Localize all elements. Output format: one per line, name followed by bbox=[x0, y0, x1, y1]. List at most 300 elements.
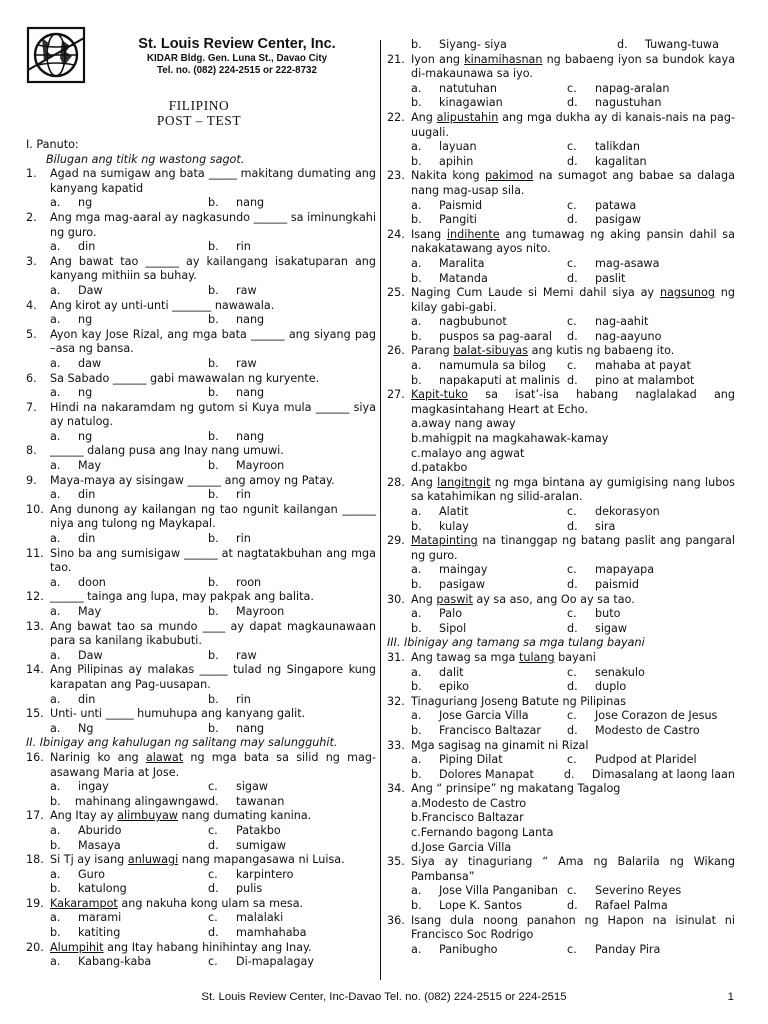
answer-option bbox=[208, 284, 257, 299]
option-letter: a. bbox=[411, 884, 422, 898]
options-row bbox=[387, 272, 735, 287]
question-text: Sino ba ang sumisigaw ______ at nagtatakbuhan ang mga tao. bbox=[50, 546, 376, 575]
option-text: Panday Pira bbox=[595, 942, 661, 956]
options-row bbox=[387, 140, 735, 155]
question-text: Ang Pilipinas ay malakas _____ tulad ng Singapore kung karapatan ang Pag-uusapan. bbox=[50, 663, 376, 691]
option-text: roon bbox=[236, 575, 262, 589]
option-letter: a. bbox=[50, 867, 61, 881]
answer-option bbox=[50, 386, 208, 401]
question-number: 7. bbox=[26, 400, 37, 414]
options-row bbox=[387, 709, 735, 724]
answer-option bbox=[567, 199, 636, 214]
question-stem-row bbox=[387, 782, 735, 797]
option-text: paslit bbox=[595, 271, 626, 285]
underlined-term: pakimod bbox=[484, 169, 534, 183]
option-text: nang bbox=[236, 721, 265, 735]
option-letter: c. bbox=[567, 359, 577, 373]
options-row bbox=[387, 257, 735, 272]
option-text: napag-aralan bbox=[595, 81, 670, 95]
question-stem-row bbox=[387, 53, 735, 82]
option-text: sigaw bbox=[236, 780, 269, 794]
option-text: Patakbo bbox=[236, 823, 281, 837]
option-letter: d. bbox=[567, 899, 578, 913]
question-text: Hindi na nakaramdam ng gutom si Kuya mula ______ siya ay natulog. bbox=[50, 400, 376, 429]
option-text: paismid bbox=[595, 577, 640, 591]
answer-option bbox=[208, 839, 286, 854]
answer-option bbox=[411, 724, 567, 739]
answer-option bbox=[208, 430, 264, 445]
option-text: tawanan bbox=[236, 794, 285, 808]
option-letter: b. bbox=[208, 196, 219, 210]
option-text: Palo bbox=[439, 607, 463, 621]
underlined-term: indihente bbox=[446, 227, 500, 241]
option-letter: c. bbox=[208, 823, 218, 837]
option-letter: c. bbox=[567, 198, 577, 212]
options-row bbox=[387, 622, 735, 637]
question-text: Ang “ prinsipe” ng makatang Tagalog bbox=[411, 782, 621, 796]
option-text: sira bbox=[595, 519, 616, 533]
answer-option bbox=[411, 811, 735, 826]
options-row bbox=[26, 240, 376, 255]
option-letter: b. bbox=[208, 692, 219, 706]
options-row bbox=[26, 649, 376, 664]
answer-option bbox=[411, 432, 735, 447]
question-item bbox=[387, 534, 735, 592]
option-letter: a. bbox=[50, 386, 61, 400]
question-stem-row bbox=[26, 809, 376, 824]
options-row bbox=[26, 576, 376, 591]
question-text: Nakita kong pakimod na sumagot ang babae sa dalaga nang mag-usap sila. bbox=[411, 169, 735, 197]
question-stem-row bbox=[387, 111, 735, 140]
option-text: nang bbox=[236, 429, 265, 443]
answer-option bbox=[567, 724, 700, 739]
question-number: 1. bbox=[26, 167, 37, 181]
question-number: 29. bbox=[387, 534, 405, 548]
option-text: ng bbox=[78, 429, 93, 443]
option-letter: a. bbox=[50, 911, 61, 925]
answer-option bbox=[208, 955, 314, 970]
option-text: Daw bbox=[78, 648, 103, 662]
option-letter: a. bbox=[50, 648, 61, 662]
option-text: senakulo bbox=[595, 665, 645, 679]
answer-option bbox=[208, 605, 284, 620]
option-letter: a. bbox=[411, 563, 422, 577]
answer-option bbox=[567, 140, 640, 155]
option-letter: a. bbox=[411, 417, 422, 431]
question-stem-row bbox=[26, 401, 376, 430]
question-stem-row bbox=[387, 593, 735, 608]
answer-option bbox=[567, 563, 654, 578]
option-text: nagustuhan bbox=[595, 96, 662, 110]
question-stem-row bbox=[26, 590, 376, 605]
options-row bbox=[26, 693, 376, 708]
option-letter: b. bbox=[411, 96, 422, 110]
question-stem-row bbox=[26, 853, 376, 868]
question-number: 34. bbox=[387, 782, 405, 796]
answer-option bbox=[411, 578, 567, 593]
option-letter: a. bbox=[50, 356, 61, 370]
answer-option bbox=[411, 330, 567, 345]
question-stem-row bbox=[26, 620, 376, 649]
question-text: ______ tainga ang lupa, may pakpak ang balita. bbox=[50, 590, 314, 604]
option-text: rin bbox=[236, 240, 251, 254]
option-text: Tuwang-tuwa bbox=[645, 38, 719, 51]
option-letter: d. bbox=[563, 767, 575, 781]
option-letter: b. bbox=[411, 899, 422, 913]
question-number: 22. bbox=[387, 110, 405, 124]
answer-option bbox=[208, 911, 283, 926]
answer-option bbox=[411, 709, 567, 724]
question-item bbox=[26, 444, 376, 473]
answer-option bbox=[567, 96, 661, 111]
question-number: 15. bbox=[26, 707, 44, 721]
option-letter: c. bbox=[567, 709, 577, 723]
question-stem-row bbox=[26, 547, 376, 576]
answer-option bbox=[411, 96, 567, 111]
question-text: Tinaguriang Joseng Batute ng Pilipinas bbox=[411, 694, 627, 708]
underlined-term: alawat bbox=[145, 750, 184, 764]
options-list bbox=[387, 797, 735, 855]
answer-option bbox=[411, 272, 567, 287]
question-number: 36. bbox=[387, 913, 405, 927]
option-text: rin bbox=[236, 532, 251, 546]
question-number: 27. bbox=[387, 388, 405, 402]
options-row bbox=[387, 943, 735, 958]
option-text: Guro bbox=[78, 867, 105, 881]
question-text: Ang langitngit ng mga bintana ay gumigising nang lubos sa katahimikan ng silid-aralan. bbox=[411, 475, 735, 504]
option-text: Jose Corazon de Jesus bbox=[595, 709, 718, 723]
option-letter: a. bbox=[411, 359, 422, 373]
option-text: mapayapa bbox=[595, 563, 655, 577]
answer-option bbox=[567, 374, 694, 389]
option-letter: c. bbox=[208, 911, 218, 925]
option-letter: c. bbox=[567, 753, 577, 767]
section-1-heading: I. Panuto: bbox=[26, 138, 79, 151]
option-letter: d. bbox=[208, 838, 219, 852]
question-item bbox=[387, 388, 735, 476]
option-text: malalaki bbox=[236, 911, 284, 925]
question-text: Matapinting na tinanggap ng batang paslit ang pangaral ng guro. bbox=[411, 534, 735, 562]
option-letter: b. bbox=[208, 648, 219, 662]
answer-option bbox=[411, 359, 567, 374]
answer-option bbox=[208, 386, 264, 401]
question-text: Ang bawat tao ______ ay kailangang isakatuparan ang kanyang mithiin sa buhay. bbox=[50, 254, 376, 283]
option-letter: a. bbox=[50, 780, 61, 794]
question-number: 2. bbox=[26, 210, 37, 224]
test-title bbox=[26, 98, 372, 128]
options-row bbox=[26, 532, 376, 547]
question-number: 26. bbox=[387, 344, 405, 358]
answer-option bbox=[411, 884, 567, 899]
question-text: Kakarampot ang nakuha kong ulam sa mesa. bbox=[50, 896, 304, 910]
answer-option bbox=[411, 753, 567, 768]
question-number: 11. bbox=[26, 546, 44, 560]
option-text: pulis bbox=[236, 882, 263, 896]
answer-option bbox=[50, 459, 208, 474]
option-text: kulay bbox=[439, 519, 469, 533]
question-text: Ang mga mag-aaral ay nagkasundo ______ sa iminungkahi ng guro. bbox=[50, 210, 376, 239]
answer-option bbox=[50, 780, 208, 795]
question-number: 8. bbox=[26, 444, 37, 458]
option-letter: c. bbox=[567, 563, 577, 577]
question-stem-row bbox=[26, 503, 376, 532]
question-number: 28. bbox=[387, 475, 405, 489]
question-number: 25. bbox=[387, 286, 405, 300]
option-text: pasigaw bbox=[595, 213, 642, 227]
question-item bbox=[26, 401, 376, 445]
answer-option bbox=[50, 488, 208, 503]
question-stem-row bbox=[26, 299, 376, 314]
option-letter: b. bbox=[208, 356, 219, 370]
answer-option bbox=[208, 240, 251, 255]
answer-option bbox=[411, 155, 567, 170]
question-text: Sa Sabado ______ gabi mawawalan ng kuryente. bbox=[50, 371, 320, 385]
options-row bbox=[26, 926, 376, 941]
answer-option bbox=[567, 505, 660, 520]
option-text: karpintero bbox=[236, 867, 294, 881]
section-2-heading: II. Ibinigay ang kahulugan ng salitang may salungguhit. bbox=[26, 736, 338, 750]
option-letter: b. bbox=[50, 882, 61, 896]
option-letter: a. bbox=[50, 283, 61, 297]
question-number: 13. bbox=[26, 619, 44, 633]
question-text: ______ dalang pusa ang Inay nang umuwi. bbox=[50, 444, 284, 458]
option-text: malayo ang agwat bbox=[420, 446, 525, 460]
option-text: ng bbox=[78, 313, 93, 327]
answer-option bbox=[50, 313, 208, 328]
option-letter: c. bbox=[567, 140, 577, 154]
option-letter: b. bbox=[208, 721, 219, 735]
option-text: Daw bbox=[78, 283, 103, 297]
question-number: 19. bbox=[26, 896, 44, 910]
question-stem-row bbox=[26, 663, 376, 692]
option-letter: b. bbox=[411, 723, 422, 737]
option-letter: d. bbox=[411, 461, 422, 475]
option-letter: d. bbox=[567, 723, 578, 737]
option-letter: a. bbox=[50, 532, 61, 546]
underlined-term: nagsunog bbox=[659, 286, 715, 300]
answer-option bbox=[567, 578, 639, 593]
option-text: Panibugho bbox=[439, 942, 498, 956]
answer-option bbox=[50, 284, 208, 299]
question-text: Siya ay tinaguriang “ Ama ng Balarila ng Wikang Pambansa” bbox=[411, 855, 735, 883]
answer-option bbox=[50, 693, 208, 708]
answer-option bbox=[50, 240, 208, 255]
answer-option bbox=[208, 488, 251, 503]
answer-option bbox=[411, 417, 735, 432]
option-letter: b. bbox=[411, 271, 422, 285]
question-text: Narinig ko ang alawat ng mga bata sa silid ng mag-asawang Maria at Jose. bbox=[50, 750, 377, 779]
question-item bbox=[26, 897, 376, 941]
options-row bbox=[26, 868, 376, 883]
option-letter: a. bbox=[50, 196, 61, 210]
options-row bbox=[387, 315, 735, 330]
answer-option bbox=[567, 272, 625, 287]
option-text: dekorasyon bbox=[595, 505, 660, 518]
question-number: 14. bbox=[26, 663, 44, 677]
option-letter: a. bbox=[50, 955, 61, 969]
answer-option bbox=[50, 911, 208, 926]
answer-option bbox=[567, 359, 691, 374]
answer-option bbox=[50, 824, 208, 839]
question-stem-row bbox=[26, 707, 376, 722]
option-letter: a. bbox=[411, 665, 422, 679]
option-text: mahinang alingawngaw bbox=[74, 794, 208, 808]
answer-option bbox=[50, 795, 208, 810]
question-text: Isang dula noong panahon ng Hapon na isinulat ni Francisco Soc Rodrigo bbox=[411, 913, 735, 942]
letterhead bbox=[26, 26, 378, 86]
option-letter: d. bbox=[208, 926, 219, 940]
question-text: Iyon ang kinamihasnan ng babaeng iyon sa bundok kaya di-makaunawa sa iyo. bbox=[411, 52, 735, 81]
question-item bbox=[387, 914, 735, 958]
options-row bbox=[387, 96, 735, 111]
option-text: din bbox=[78, 240, 96, 254]
question-stem-row bbox=[387, 914, 735, 943]
options-row bbox=[26, 911, 376, 926]
underlined-term: balat-sibuyas bbox=[453, 344, 529, 358]
option-letter: c. bbox=[567, 505, 577, 518]
option-text: pasigaw bbox=[439, 577, 486, 591]
option-letter: d. bbox=[567, 621, 578, 635]
question-text: Maya-maya ay sisingaw ______ ang amoy ng Patay. bbox=[50, 473, 335, 487]
options-row bbox=[26, 955, 376, 970]
question-stem-row bbox=[26, 255, 376, 284]
question-item bbox=[26, 474, 376, 503]
question-item bbox=[387, 228, 735, 286]
option-letter: b. bbox=[208, 429, 219, 443]
question-stem-row bbox=[26, 211, 376, 240]
answer-option bbox=[208, 722, 264, 737]
question-item bbox=[26, 809, 376, 853]
underlined-term: Kapit-tuko bbox=[411, 388, 469, 402]
option-text: Modesto de Castro bbox=[421, 796, 527, 810]
option-text: duplo bbox=[595, 680, 627, 694]
option-text: daw bbox=[78, 356, 102, 370]
question-number: 4. bbox=[26, 298, 37, 312]
underlined-term: anluwagi bbox=[127, 853, 179, 867]
option-text: Lope K. Santos bbox=[439, 899, 522, 913]
option-letter: a. bbox=[50, 721, 61, 735]
options-row-continued bbox=[387, 38, 735, 53]
option-letter: b. bbox=[50, 926, 61, 940]
answer-option bbox=[411, 315, 567, 330]
question-stem-row bbox=[26, 941, 376, 956]
answer-option bbox=[567, 666, 645, 681]
question-item bbox=[387, 739, 735, 783]
underlined-term: paswit bbox=[436, 592, 473, 606]
footer-text: St. Louis Review Center, Inc-Davao Tel. no. (082) 224-2515 or 224-2515 bbox=[201, 991, 567, 1003]
options-row bbox=[26, 357, 376, 372]
answer-option bbox=[208, 693, 251, 708]
question-number: 24. bbox=[387, 227, 405, 241]
answer-option bbox=[567, 899, 668, 914]
answer-option bbox=[208, 576, 261, 591]
option-text: marami bbox=[78, 911, 122, 925]
option-text: nag-aayuno bbox=[595, 329, 662, 343]
option-text: raw bbox=[236, 283, 257, 297]
option-letter: c. bbox=[208, 955, 218, 969]
option-text: mahaba at payat bbox=[595, 359, 691, 373]
option-text: Mayroon bbox=[236, 459, 285, 473]
question-stem-row bbox=[387, 534, 735, 563]
options-row bbox=[387, 374, 735, 389]
question-stem-row bbox=[387, 651, 735, 666]
option-letter: d. bbox=[567, 154, 578, 168]
option-text: Francisco Baltazar bbox=[421, 811, 524, 825]
option-text: natutuhan bbox=[439, 81, 497, 95]
option-letter: b. bbox=[208, 575, 219, 589]
question-item bbox=[387, 169, 735, 227]
question-item bbox=[387, 344, 735, 388]
option-letter: a. bbox=[50, 313, 61, 327]
question-number: 9. bbox=[26, 473, 37, 487]
question-stem-row bbox=[387, 286, 735, 315]
option-letter: c. bbox=[567, 665, 577, 679]
option-letter: d. bbox=[617, 38, 628, 51]
answer-option bbox=[50, 649, 208, 664]
answer-option bbox=[411, 841, 735, 856]
option-letter: c. bbox=[567, 607, 577, 621]
option-text: Severino Reyes bbox=[595, 884, 682, 898]
question-number: 23. bbox=[387, 169, 405, 183]
option-letter: c. bbox=[567, 942, 577, 956]
option-letter: c. bbox=[411, 826, 421, 840]
question-stem-row bbox=[26, 372, 376, 387]
answer-option bbox=[208, 824, 281, 839]
option-letter: a. bbox=[50, 823, 61, 837]
question-stem-row bbox=[387, 855, 735, 884]
question-item bbox=[26, 547, 376, 591]
option-text: Masaya bbox=[78, 838, 121, 852]
question-stem-row bbox=[26, 897, 376, 912]
option-letter: d. bbox=[567, 577, 578, 591]
options-row bbox=[26, 824, 376, 839]
question-text: Agad na sumigaw ang bata _____ makitang dumating ang kanyang kapatid bbox=[50, 167, 376, 195]
option-text: Matanda bbox=[439, 271, 488, 285]
option-text: buto bbox=[595, 607, 621, 621]
answer-option bbox=[411, 505, 567, 520]
option-text: katiting bbox=[78, 926, 121, 940]
question-item bbox=[387, 855, 735, 913]
option-text: sigaw bbox=[595, 621, 628, 635]
option-letter: d. bbox=[567, 519, 578, 533]
answer-option bbox=[564, 768, 735, 783]
answer-option bbox=[567, 315, 648, 330]
option-letter: a. bbox=[50, 459, 61, 473]
right-column bbox=[387, 38, 735, 957]
question-number: 17. bbox=[26, 809, 44, 823]
option-letter: d. bbox=[567, 329, 578, 343]
question-number: 18. bbox=[26, 853, 44, 867]
option-letter: c. bbox=[208, 780, 218, 794]
option-letter: b. bbox=[208, 240, 219, 254]
option-letter: c. bbox=[567, 884, 577, 898]
underlined-term: Matapinting bbox=[411, 534, 478, 548]
question-number: 30. bbox=[387, 592, 405, 606]
answer-option bbox=[50, 926, 208, 941]
option-text: ingay bbox=[78, 780, 109, 794]
answer-option bbox=[411, 374, 567, 389]
option-letter: b. bbox=[411, 767, 422, 781]
answer-option bbox=[567, 213, 641, 228]
option-letter: a. bbox=[411, 753, 422, 767]
underlined-term: kinamihasnan bbox=[464, 52, 543, 66]
option-text: Mayroon bbox=[236, 605, 285, 618]
question-item bbox=[26, 255, 376, 299]
answer-option bbox=[411, 447, 735, 462]
options-row bbox=[26, 196, 376, 211]
question-item bbox=[387, 782, 735, 855]
question-item bbox=[26, 211, 376, 255]
